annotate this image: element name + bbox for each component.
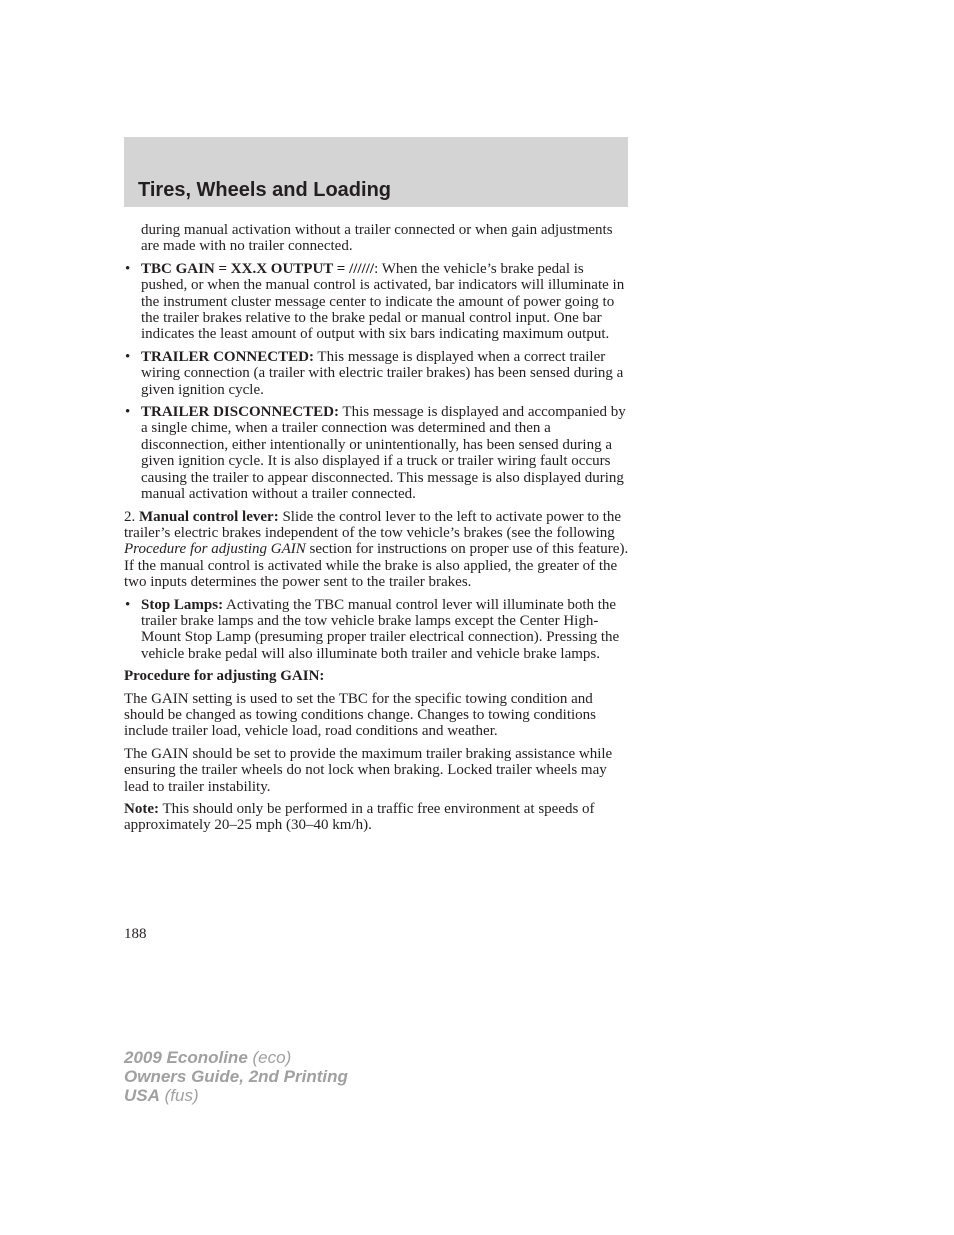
manual-control-paragraph xyxy=(124,509,632,591)
bullet-icon: • xyxy=(125,404,131,421)
bullet-text: : When the vehicle’s brake pedal is pushed, or when the manual control is activated, bar indicators will illuminate in the instrument cluster message center to indicate the amount of power going to the trailer brakes relative to the brake pedal or manual control input. One bar indicates the least amount of output with six bars indicating maximum output. xyxy=(141,260,625,343)
bullet-term: TRAILER CONNECTED: xyxy=(141,348,314,365)
stop-lamps-bullet-list xyxy=(124,597,632,663)
gain-paragraph-2: The GAIN should be set to provide the maximum trailer braking assistance while ensuring the trailer wheels do not lock when braking. Locked trailer wheels may lead to trailer instability. xyxy=(124,745,613,795)
footer-line-market xyxy=(124,1086,348,1105)
footer-imprint xyxy=(124,1048,348,1105)
note-text: This should only be performed in a traffic free environment at speeds of approximately 20–25 mph (30–40 km/h). xyxy=(124,801,595,834)
list-item xyxy=(124,404,632,502)
bullet-icon: • xyxy=(125,260,131,277)
intro-continuation: during manual activation without a trailer connected or when gain adjustments are made with no trailer connected. xyxy=(141,222,613,255)
footer-line-model xyxy=(124,1048,348,1067)
page-number: 188 xyxy=(124,926,147,942)
list-item xyxy=(124,597,632,663)
gain-paragraph-1: The GAIN setting is used to set the TBC for the specific towing condition and should be changed as towing conditions change. Changes to towing conditions include trailer load, vehicle load, road conditions and weather. xyxy=(124,690,597,740)
bullet-term: TBC GAIN = XX.X OUTPUT = ////// xyxy=(141,260,375,277)
list-item xyxy=(124,349,632,398)
footer-line-guide xyxy=(124,1067,348,1086)
bullet-icon: • xyxy=(125,348,131,365)
bullet-icon: • xyxy=(125,596,131,613)
note-label: Note: xyxy=(124,801,159,817)
bullet-term: TRAILER DISCONNECTED: xyxy=(141,404,339,421)
footer-market: USA xyxy=(124,1086,160,1105)
section-header-band xyxy=(124,137,628,207)
bullet-term: Stop Lamps: xyxy=(141,596,224,613)
section-title: Tires, Wheels and Loading xyxy=(138,179,392,201)
list-item xyxy=(124,261,632,343)
manual-control-text-before: Slide the control lever to the left to activate power to the trailer’s electric brakes independent of the tow vehicle’s brakes (see the following xyxy=(124,508,622,541)
bullet-text: Activating the TBC manual control lever will illuminate both the trailer brake lamps and the tow vehicle brake lamps except the Center High-Mount Stop Lamp (presuming proper trailer electrical connection). Pressing the vehicle brake pedal will also illuminate both trailer and vehicle brake lamps. xyxy=(141,596,620,662)
item-number: 2. xyxy=(124,508,139,525)
bullet-text: This message is displayed and accompanied by a single chime, when a trailer connection was determined and then a disconnection, either intentionally or unintentionally, has been sensed during a given ignition cycle. It is also displayed if a truck or trailer wiring fault occurs causing the trailer to appear disconnected. This message is also displayed during manual activation without a trailer connected. xyxy=(141,404,626,503)
bullet-text: This message is displayed when a correct trailer wiring connection (a trailer with electric trailer brakes) has been sensed during a given ignition cycle. xyxy=(141,348,624,398)
footer-market-code: (fus) xyxy=(159,1086,199,1105)
manual-control-text-after: section for instructions on proper use of this feature). If the manual control is activated while the brake is also applied, the greater of the two inputs determines the power sent to the trailer brakes. xyxy=(124,541,629,591)
procedure-reference: Procedure for adjusting GAIN xyxy=(124,541,306,558)
procedure-heading xyxy=(124,668,632,684)
footer-model: 2009 Econoline xyxy=(124,1048,248,1067)
message-bullet-list xyxy=(124,261,632,503)
footer-model-code: (eco) xyxy=(247,1048,292,1067)
manual-control-term: Manual control lever: xyxy=(139,508,279,525)
page-content xyxy=(124,222,632,840)
note-paragraph xyxy=(124,801,632,834)
procedure-heading-text: Procedure for adjusting GAIN: xyxy=(124,668,325,685)
footer-guide: Owners Guide, 2nd Printing xyxy=(124,1067,348,1086)
